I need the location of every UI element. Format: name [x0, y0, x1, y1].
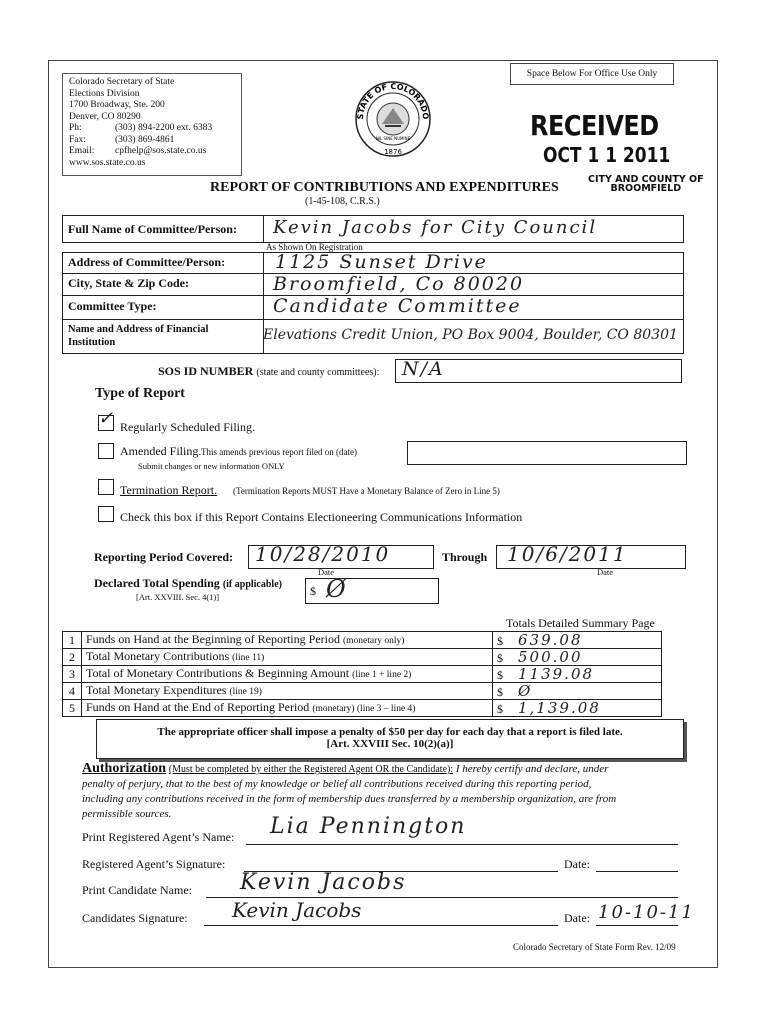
- row-amount-cell[interactable]: [493, 666, 662, 683]
- authorization-text: I hereby certify and declare, under: [455, 763, 609, 775]
- row-number: 3: [63, 666, 82, 683]
- row-number: 2: [63, 649, 82, 666]
- candidate-signature[interactable]: Kevin Jacobs: [232, 898, 362, 922]
- authorization-block: [82, 761, 682, 822]
- row-amount-cell[interactable]: [493, 649, 662, 666]
- authorization-text: including any contributions received in the form of membership dues transferred by a membership organization, are from: [82, 793, 617, 805]
- report-type-heading: Type of Report: [95, 386, 185, 401]
- amended-date-field[interactable]: [407, 441, 687, 465]
- financial-inst-field[interactable]: Elevations Credit Union, PO Box 9004, Boulder, CO 80301: [263, 327, 678, 343]
- seal-text: STATE OF COLORADO: [355, 81, 431, 120]
- committee-type-label: Committee Type:: [68, 299, 157, 313]
- amended-filing-label: Amended Filing.: [120, 444, 202, 458]
- seal-year: 1876: [384, 148, 402, 156]
- financial-inst-label: [68, 323, 208, 349]
- address-field[interactable]: 1125 Sunset Drive: [275, 251, 488, 273]
- period-to-value: 10/6/2011: [507, 542, 628, 566]
- agent-name-label: Print Registered Agent’s Name:: [82, 830, 235, 844]
- sender-address-block: [62, 73, 242, 176]
- regular-filing-checkbox[interactable]: [98, 408, 116, 431]
- county-stamp: [588, 175, 704, 193]
- office-use-box: Space Below For Office Use Only: [510, 63, 674, 85]
- county-stamp-line: CITY AND COUNTY OF: [588, 174, 704, 185]
- city-label: City, State & Zip Code:: [68, 276, 189, 290]
- table-row: [63, 683, 662, 700]
- full-name-field[interactable]: Kevin Jacobs for City Council: [273, 217, 598, 238]
- row-label-text: Total Monetary Contributions: [86, 649, 230, 663]
- phone-value: (303) 894-2200 ext. 6383: [115, 123, 213, 133]
- row-amount: 639.08: [518, 630, 583, 649]
- received-stamp: RECEIVED: [530, 109, 659, 143]
- agent-name-field[interactable]: Lia Pennington: [270, 814, 467, 839]
- sos-id-row: [158, 364, 379, 379]
- candidate-date-field[interactable]: 10-10-11: [598, 902, 695, 923]
- termination-note: (Termination Reports MUST Have a Monetary Balance of Zero in Line 5): [233, 486, 500, 496]
- row-amount-cell[interactable]: [493, 683, 662, 700]
- sender-line: Colorado Secretary of State: [69, 77, 175, 87]
- termination-checkbox[interactable]: [98, 479, 114, 495]
- row-label-text: Funds on Hand at the Beginning of Reporting Period: [86, 632, 340, 646]
- form-subtitle: (1-45-108, C.R.S.): [305, 196, 380, 207]
- row-dollar: $: [497, 667, 503, 682]
- penalty-line: The appropriate officer shall impose a penalty of $50 per day for each day that a report is filed late.: [157, 726, 623, 738]
- sender-line: Denver, CO 80290: [69, 111, 141, 122]
- row-note: (line 19): [229, 687, 262, 697]
- shown-on-registration: As Shown On Registration: [266, 242, 363, 252]
- fax-label: Fax:: [69, 134, 86, 145]
- candidate-name-label: Print Candidate Name:: [82, 883, 192, 897]
- agent-date-label: Date:: [564, 857, 590, 871]
- county-stamp-line: BROOMFIELD: [610, 183, 682, 194]
- spending-dollar: $: [310, 584, 316, 598]
- regular-filing-label: Regularly Scheduled Filing.: [120, 420, 255, 434]
- address-label: Address of Committee/Person:: [68, 255, 226, 269]
- spending-field[interactable]: [305, 575, 439, 604]
- seal-motto: NIL SINE NUMINE: [375, 136, 411, 141]
- city-field[interactable]: Broomfield, Co 80020: [273, 273, 525, 295]
- phone-label: Ph:: [69, 123, 82, 133]
- authorization-heading: Authorization: [82, 761, 166, 776]
- financial-inst-label-line: Name and Address of Financial: [68, 324, 209, 335]
- divider: [263, 216, 264, 242]
- electioneering-checkbox[interactable]: [98, 506, 114, 522]
- period-from-date-label: Date: [318, 567, 335, 577]
- full-name-row: [62, 215, 684, 243]
- row-amount: 500.00: [518, 647, 583, 666]
- termination-label: Termination Report.: [120, 483, 218, 497]
- fax-value: (303) 869-4861: [115, 134, 175, 145]
- sos-id-note: (state and county committees):: [256, 367, 380, 378]
- spending-label: Declared Total Spending: [94, 576, 220, 590]
- committee-type-field[interactable]: Candidate Committee: [273, 295, 522, 317]
- received-date-stamp: OCT 1 1 2011: [543, 144, 671, 168]
- financial-inst-label-line: Institution: [68, 337, 116, 348]
- authorization-text: penalty of perjury, that to the best of my knowledge or belief all contributions received during this reporting period,: [82, 778, 592, 790]
- row-number: 5: [63, 700, 82, 717]
- row-note: (monetary) (line 3 – line 4): [312, 704, 416, 714]
- spending-value: Ø: [326, 575, 348, 603]
- row-amount: Ø: [518, 681, 533, 700]
- full-name-label: Full Name of Committee/Person:: [68, 222, 237, 236]
- candidate-signature-label: Candidates Signature:: [82, 911, 188, 925]
- form-title: REPORT OF CONTRIBUTIONS AND EXPENDITURES: [210, 180, 559, 195]
- row-label: [82, 632, 493, 649]
- period-from-field[interactable]: [248, 542, 434, 569]
- period-from-value: 10/28/2010: [255, 542, 391, 566]
- row-label: [82, 700, 493, 717]
- sender-line: Elections Division: [69, 88, 140, 99]
- summary-header: Totals Detailed Summary Page: [506, 616, 655, 630]
- divider: [63, 319, 683, 320]
- row-label-text: Total Monetary Expenditures: [86, 683, 227, 697]
- row-amount: 1,139.08: [518, 698, 601, 717]
- table-row: [63, 632, 662, 649]
- row-label: [82, 666, 493, 683]
- row-note: (monetary only): [342, 636, 405, 646]
- row-amount: 1139.08: [518, 664, 595, 683]
- row-dollar: $: [497, 650, 503, 665]
- table-row: [63, 700, 662, 717]
- address-block: [62, 252, 684, 354]
- row-label: [82, 649, 493, 666]
- state-seal: [354, 80, 432, 158]
- candidate-date-label: Date:: [564, 911, 590, 925]
- period-to-date-label: Date: [597, 567, 614, 577]
- row-label-text: Total of Monetary Contributions & Beginning Amount: [86, 666, 350, 680]
- candidate-signature-line: [204, 924, 558, 926]
- summary-table: [62, 631, 662, 717]
- row-dollar: $: [497, 633, 503, 648]
- sos-id-value: N/A: [402, 358, 445, 380]
- sos-id-label: SOS ID NUMBER: [158, 364, 254, 378]
- row-label-text: Funds on Hand at the End of Reporting Period: [86, 700, 310, 714]
- row-note: (line 11): [232, 653, 265, 663]
- sos-id-field[interactable]: [395, 359, 682, 383]
- spending-art: [Art. XXVIII. Sec. 4(1)]: [136, 592, 220, 602]
- email-label: Email:: [69, 146, 95, 156]
- row-note: (line 1 + line 2): [352, 670, 412, 680]
- row-number: 1: [63, 632, 82, 649]
- spending-note: (if applicable): [222, 579, 282, 590]
- period-label: Reporting Period Covered:: [94, 550, 234, 564]
- row-dollar: $: [497, 684, 503, 699]
- check-mark-icon: ✓: [98, 408, 116, 429]
- sender-line: 1700 Broadway, Ste. 200: [69, 100, 165, 110]
- authorization-text: permissible sources.: [82, 808, 172, 820]
- spending-row: [94, 576, 282, 591]
- row-amount-cell[interactable]: [493, 632, 662, 649]
- row-amount-cell[interactable]: [493, 700, 662, 717]
- penalty-line: [Art. XXVIII Sec. 10(2)(a)]: [326, 738, 454, 750]
- row-number: 4: [63, 683, 82, 700]
- table-row: [63, 649, 662, 666]
- website: www.sos.state.co.us: [69, 157, 146, 168]
- amended-filing-note: This amends previous report filed on (date): [201, 447, 357, 457]
- through-label: Through: [442, 550, 488, 564]
- agent-signature-label: Registered Agent’s Signature:: [82, 857, 226, 871]
- agent-name-line: [246, 843, 678, 845]
- candidate-date-line: [596, 924, 678, 926]
- form-revision: Colorado Secretary of State Form Rev. 12/09: [513, 942, 676, 952]
- amended-filing-checkbox[interactable]: [98, 443, 114, 459]
- period-to-field[interactable]: [496, 542, 686, 569]
- email-value: cpfhelp@sos.state.co.us: [115, 146, 207, 156]
- penalty-notice: [96, 719, 684, 759]
- table-row: [63, 666, 662, 683]
- amended-filing-subnote: Submit changes or new information ONLY: [138, 461, 285, 471]
- candidate-name-field[interactable]: Kevin Jacobs: [240, 870, 407, 895]
- electioneering-label: Check this box if this Report Contains Electioneering Communications Information: [120, 510, 523, 524]
- row-dollar: $: [497, 701, 503, 716]
- authorization-must: (Must be completed by either the Registered Agent OR the Candidate):: [168, 764, 454, 775]
- agent-date-line[interactable]: [596, 870, 678, 872]
- row-label: [82, 683, 493, 700]
